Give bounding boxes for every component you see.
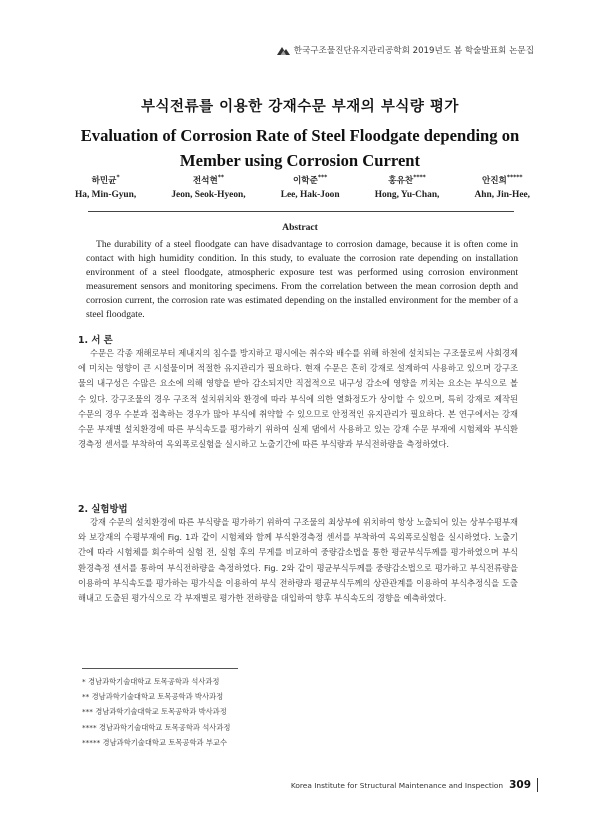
journal-name: 한국구조물진단유지관리공학회 2019년도 봄 학술발표회 논문집: [293, 46, 534, 56]
author-mark: ****: [413, 174, 426, 182]
author-name-en: Jeon, Seok-Hyeon,: [171, 190, 246, 200]
footnote-list: [82, 674, 382, 750]
author-name-en: Lee, Hak-Joon: [280, 190, 340, 200]
page-footer: [291, 778, 538, 792]
author-name-ko: 전석현: [192, 176, 218, 186]
section-heading-methods: 2. 실험방법: [78, 504, 128, 515]
divider: [88, 211, 514, 212]
author-name-ko: 이학준: [292, 176, 318, 186]
author: [375, 174, 440, 200]
author-name-ko: 하민균: [91, 176, 117, 186]
title-korean: 부식전류를 이용한 강재수문 부재의 부식량 평가: [141, 99, 459, 115]
footnote: ** 경남과학기술대학교 토목공학과 박사과정: [82, 692, 224, 702]
author-name-en: Ahn, Jin-Hee,: [474, 190, 530, 200]
title-english: Evaluation of Corrosion Rate of Steel Floodgate depending on Member using Corrosion Current: [80, 126, 520, 170]
footnote: ***** 경남과학기술대학교 토목공학과 부교수: [82, 737, 228, 747]
author: [171, 174, 245, 200]
institute-name: Korea Institute for Structural Maintenance and Inspection: [290, 780, 504, 790]
author-name-ko: 안진희: [481, 176, 507, 186]
section-body-methods: 강재 수문의 설치환경에 따른 부식량을 평가하기 위하여 구조물의 최상부에 위치하여 항상 노출되어 있는 상부수평부재와 보강재의 수평부재에 Fig. 1과 같이 시험체와 함께 부식환경측정 센서를 부착하여 옥외폭로실험을 실시하였다. 노출기간에 따라 시험체를 회수하여 실험 전, 실험 후의 무게를 비교하여 중량감소법을 통한 평균부식두께를 평가하였으며 부식환경측정 센서를 통하여 부식전하량을 측정하였다. Fig. 2와 같이 평균부식두께를 중량감소법으로 평가하고 부식전류량을 이용하여 부식속도를 평가하는 평가식을 이용하여 부식 전하량과 평균부식두께의 상관관계를 이용하여 부식추정식을 도출해내고 도출된 평가식으로 각 부재별로 평가한 전하량을 대입하여 향후 부식속도의 경향을 예측하였다.: [78, 517, 518, 604]
author: [475, 174, 530, 200]
mountain-logo-icon: [277, 46, 290, 55]
author-mark: **: [217, 174, 225, 182]
author-mark: ***: [317, 174, 328, 182]
section-body-introduction: 수문은 각종 재해로부터 제내지의 침수를 방지하고 평시에는 취수와 배수를 위해 하천에 설치되는 구조물로써 사회경제에 미치는 영향이 큰 시설물이며 적절한 유지관리가 필요하다. 현재 수문은 흔히 강재로 설계하여 사용하고 있으며 강구조물의 내구성은 수많은 요소에 의해 영향을 받아 감소되지만 직접적으로 내구성 감소에 영향을 끼치는 요소는 부식으로 볼 수 있다. 강구조물의 경우 구조적 설치위치와 환경에 따라 부식에 의한 열화정도가 상이할 수 있으며, 특히 강재로 제작된 수문의 경우 수분과 접촉하는 경우가 많아 부식에 취약할 수 있으므로 안정적인 유지관리가 필요하다. 본 연구에서는 강재 수문 부재별 설치환경에 따른 부식속도를 평가하기 위하여 실제 댐에서 사용하고 있는 강재 수문 부재에 시험체와 부식환경측정 센서를 부착하여 옥외폭로실험을 실시하고 노출기간에 따른 부식량과 부식전하량을 측정하였다.: [78, 348, 518, 450]
author-mark: *: [116, 174, 120, 182]
footnote-divider: [82, 668, 238, 669]
page-number: 309: [509, 779, 531, 791]
author-mark: *****: [506, 174, 523, 182]
author-name-en: Ha, Min-Gyun,: [75, 190, 137, 200]
abstract-heading: Abstract: [282, 222, 318, 233]
footnote: **** 경남과학기술대학교 토목공학과 석사과정: [82, 722, 231, 732]
running-header: [277, 44, 534, 56]
footer-bar: [537, 778, 538, 792]
abstract-text: The durability of a steel floodgate can have disadvantage to corrosion damage, because it is often come in contact with high humidity condition. In this study, to evaluate the corrosion rate depending on installation environment of a steel floodgate, atmospheric exposure test was performed using corrosion environment measurement sensors and monitoring specimens. From the correlation between the mean corrosion depth and corrosion current, the corrosion rate was estimated depending on the installed environment for the member of a steel floodgate.: [86, 239, 518, 320]
author-list: [75, 174, 530, 200]
author-name-en: Hong, Yu-Chan,: [374, 190, 440, 200]
author: [75, 174, 136, 200]
footnote: * 경남과학기술대학교 토목공학과 석사과정: [82, 677, 220, 686]
footnote: *** 경남과학기술대학교 토목공학과 박사과정: [82, 707, 227, 717]
section-heading-introduction: 1. 서 론: [78, 335, 113, 346]
author: [281, 174, 340, 200]
author-name-ko: 홍유찬: [388, 176, 414, 186]
